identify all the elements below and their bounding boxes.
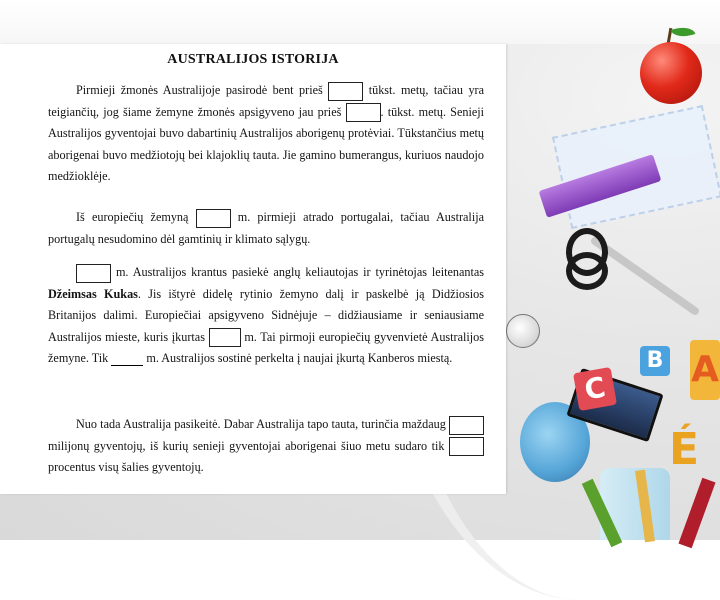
letter-block-b: B (640, 346, 670, 376)
blank-years-second[interactable] (346, 103, 381, 122)
blank-capital-year[interactable] (111, 353, 143, 366)
top-fade (0, 0, 720, 44)
document-title: AUSTRALIJOS ISTORIJA (167, 52, 339, 67)
p1-text-b: tūkst. metų, (368, 83, 429, 97)
blank-population[interactable] (449, 416, 484, 435)
p3-text-d: m. Australijos sostinė perkelta į naujai įkurtą Kanberos miestą. (146, 351, 453, 365)
blank-years-first[interactable] (328, 82, 363, 101)
soccer-ball-icon (506, 314, 540, 348)
p3-text-a: m. Australijos krantus pasiekė anglų keliautojas ir tyrinėtojas leitenantas (115, 265, 485, 279)
p4-text-b: milijonų gyventojų, iš kurių senieji gyventojai aborigenai šiuo metu sudaro tik (48, 438, 445, 453)
paragraph-1 (48, 80, 484, 188)
letter-block-c: C (573, 367, 617, 411)
p2-text-a: Iš europiečių žemyną (76, 210, 189, 224)
p2-text-b: m. pirmieji atrado portugalai, tačiau Australija portugalų nesudomino dėl gamtinių ir klimato sąlygų. (48, 210, 484, 246)
p3-text-b: . Jis ištyrė didelę rytinio žemyno dalį ir paskelbė ją Didžiosios Britanijos dalimi. Europiečiai apsigyveno Sidnėjuje – didžiausiame ir seniausiame Australijos mieste, kuris įkurtas (48, 286, 484, 344)
blank-sydney-year[interactable] (209, 328, 241, 347)
p4-text-c: procentus visų šalies gyventojų. (48, 460, 204, 474)
paragraph-4 (48, 414, 484, 479)
blank-discovery-year[interactable] (196, 209, 231, 228)
p1-text-a: Pirmieji žmonės Australijoje pasirodė bent prieš (76, 83, 323, 97)
blank-cook-year[interactable] (76, 264, 111, 283)
explorer-name: Džeimsas Kukas (48, 286, 138, 301)
letter-block-e: É (668, 424, 700, 475)
p1-text-c: tačiau yra teigiančių, jog šiame žemyne žmonės apsigyveno jau prieš (48, 83, 484, 119)
letter-block-a: A (690, 340, 720, 400)
p1-text-d: . (380, 104, 384, 119)
paragraph-3 (48, 262, 484, 370)
blank-percent[interactable] (449, 437, 484, 456)
scissors-handle-icon (566, 252, 608, 290)
paragraph-2 (48, 207, 484, 250)
worksheet-page (0, 44, 506, 494)
p4-text-a: Nuo tada Australija pasikeitė. Dabar Australija tapo tauta, turinčia maždaug (76, 417, 446, 431)
p3-text-c: m. Tai pirmoji europiečių gyvenvietė Australijos žemyne. Tik (48, 329, 485, 365)
p1-text-e: tūkst. metų. Senieji Australijos gyventojai buvo dabartinių Australijos aborigenų protėviai. Tūkstančius metų aborigenai buvo medžiotojų bei klajoklių tauta. Jie gamino bumerangus, kuriuos naudojo medžioklėje. (48, 104, 485, 183)
apple-icon (640, 42, 702, 104)
